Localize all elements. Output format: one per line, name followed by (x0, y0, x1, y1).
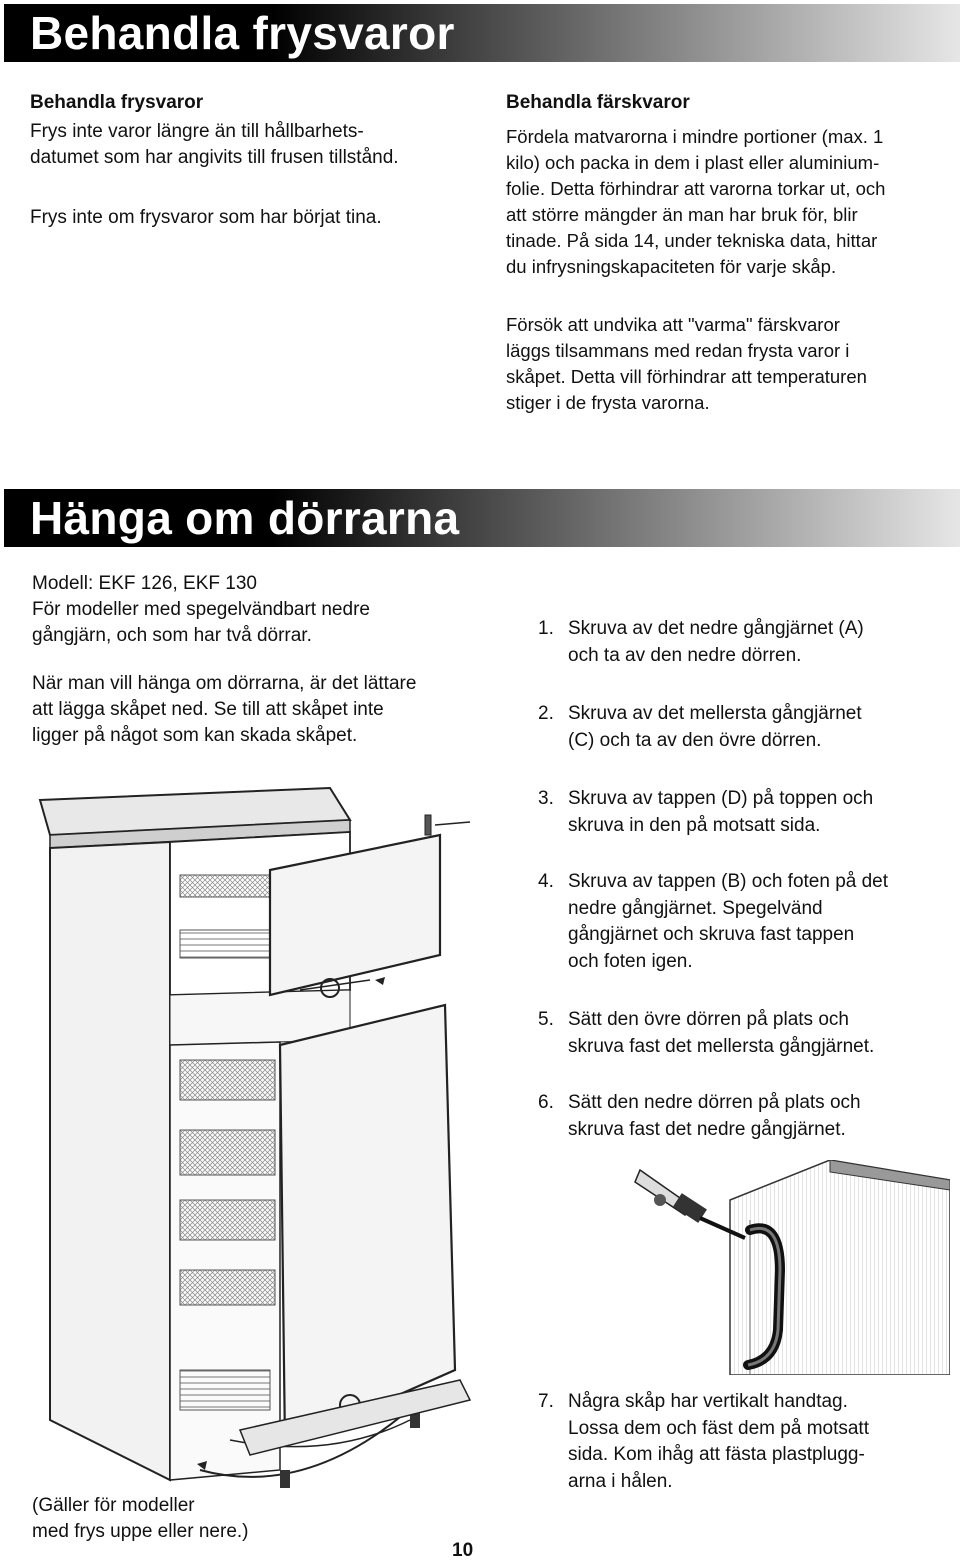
text-line: tinade. På sida 14, under tekniska data, hittar (506, 230, 878, 251)
step-number: 1. (538, 618, 554, 639)
step-line: Sätt den nedre dörren på plats och (568, 1092, 861, 1113)
step-line: och ta av den nedre dörren. (568, 644, 802, 666)
text-line: ligger på något som kan skada skåpet. (32, 725, 358, 746)
banner-title: Hänga om dörrarna (30, 492, 460, 544)
text-line: Frys inte varor längre än till hållbarhets- (30, 121, 364, 142)
text-line: Försök att undvika att "varma" färskvaror (506, 314, 840, 335)
step-line: Skruva av tappen (B) och foten på det (568, 871, 889, 892)
section-banner-frysvaror (4, 4, 960, 62)
caption-line: (Gäller för modeller (32, 1495, 195, 1516)
page-number: 10 (452, 1540, 474, 1561)
section-banner-dorrarna (4, 489, 960, 547)
text-line: För modeller med spegelvändbart nedre (32, 599, 370, 620)
text-line: att större mängder än man har bruk för, blir (506, 204, 858, 225)
text-line: du infrysningskapaciteten för varje skåp. (506, 256, 837, 277)
text-line: stiger i de frysta varorna. (506, 392, 710, 413)
banner-title: Behandla frysvaror (30, 7, 455, 59)
text-line: skåpet. Detta vill förhindrar att temperaturen (506, 366, 867, 387)
step-line: arna i hålen. (568, 1470, 673, 1492)
heading-behandla-frysvaror: Behandla frysvaror (30, 92, 204, 113)
text-line: Frys inte om frysvaror som har börjat tina. (30, 207, 382, 228)
door-handle-screwdriver-illustration (630, 1160, 950, 1375)
text-line: gångjärn, och som har två dörrar. (32, 625, 312, 646)
text-line: att lägga skåpet ned. Se till att skåpet inte (32, 699, 384, 720)
step-line: Skruva av det nedre gångjärnet (A) (568, 618, 864, 639)
text-line: När man vill hänga om dörrarna, är det lättare (32, 673, 417, 694)
step-number: 6. (538, 1092, 554, 1113)
step-line: Lossa dem och fäst dem på motsatt (568, 1417, 869, 1439)
text-line: kilo) och packa in dem i plast eller aluminium- (506, 152, 880, 173)
fridge-exploded-illustration (30, 780, 520, 1500)
step-line: Skruva av tappen (D) på toppen och (568, 788, 874, 809)
caption-line: med frys uppe eller nere.) (32, 1521, 249, 1542)
step-line: skruva in den på motsatt sida. (568, 814, 821, 836)
step-line: (C) och ta av den övre dörren. (568, 729, 822, 751)
step-line: sida. Kom ihåg att fästa plastplugg- (568, 1444, 865, 1465)
text-line: Fördela matvarorna i mindre portioner (max. 1 (506, 126, 884, 147)
step-line: Några skåp har vertikalt handtag. (568, 1391, 848, 1412)
heading-behandla-farskvaror: Behandla färskvaror (506, 92, 690, 113)
step-number: 5. (538, 1009, 554, 1030)
step-line: skruva fast det nedre gångjärnet. (568, 1118, 846, 1140)
text-line: Modell: EKF 126, EKF 130 (32, 573, 257, 594)
step-line: Sätt den övre dörren på plats och (568, 1009, 849, 1030)
step-number: 2. (538, 703, 554, 724)
step-line: gångjärnet och skruva fast tappen (568, 924, 855, 945)
step-number: 3. (538, 788, 554, 809)
text-line: folie. Detta förhindrar att varorna torkar ut, och (506, 178, 886, 199)
step-line: nedre gångjärnet. Spegelvänd (568, 897, 823, 919)
text-line: läggs tilsammans med redan frysta varor i (506, 340, 850, 361)
step-line: och foten igen. (568, 950, 693, 972)
step-number: 4. (538, 871, 554, 892)
step-number: 7. (538, 1391, 554, 1412)
text-line: datumet som har angivits till frusen tillstånd. (30, 147, 399, 168)
step-line: Skruva av det mellersta gångjärnet (568, 703, 862, 724)
step-line: skruva fast det mellersta gångjärnet. (568, 1035, 875, 1057)
